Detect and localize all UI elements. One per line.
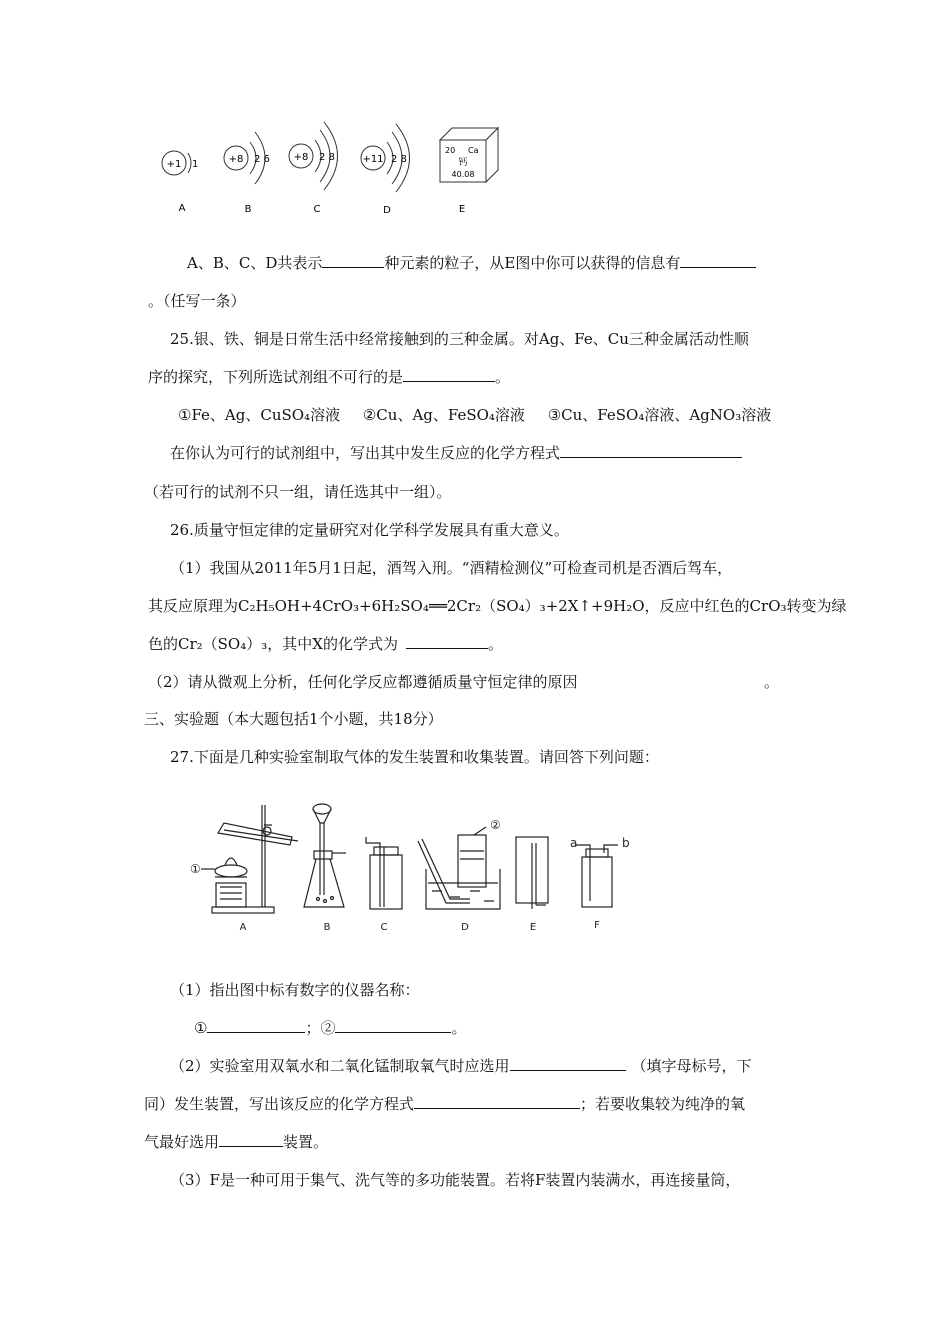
section-3-heading: [144, 709, 443, 729]
q24-blank-count[interactable]: [322, 253, 384, 268]
q27-p1-text: （1）指出图中标有数字的仪器名称：: [170, 981, 420, 999]
q25-option-3: ③Cu、FeSO₄溶液、AgNO₃溶液: [547, 406, 772, 424]
q26-line2: [170, 558, 732, 578]
q27-p2-text-a: （2）实验室用双氧水和二氧化锰制取氧气时应选用: [170, 1057, 510, 1075]
svg-text:b: b: [622, 836, 630, 850]
q26-text-2: （1）我国从2011年5月1日起，酒驾入刑。“酒精检测仪”可检查司机是否酒后驾车，: [170, 559, 733, 577]
q27-p1-marker-1: ①: [194, 1019, 208, 1037]
q25-option-1: ①Fe、Ag、CuSO₄溶液: [178, 406, 341, 424]
q27-blank-collector[interactable]: [219, 1132, 283, 1147]
q27-blank-equation[interactable]: [414, 1094, 580, 1109]
section-3-text: 三、实验题（本大题包括1个小题，共18分）: [144, 710, 443, 728]
q26-text-4: 色的Cr₂（SO₄）₃，其中X的化学式为: [148, 635, 398, 653]
q24-line1: [187, 253, 756, 273]
q26-text-5: （2）请从微观上分析，任何化学反应都遵循质量守恒定律的原因: [148, 673, 578, 691]
svg-text:B: B: [244, 204, 252, 215]
svg-text:a: a: [570, 836, 578, 850]
q27-p2-line2: [144, 1094, 745, 1114]
q25-text-2-end: 。: [495, 368, 511, 386]
q25-text-4: 在你认为可行的试剂组中，写出其中发生反应的化学方程式: [170, 444, 561, 462]
apparatus-a: [190, 805, 298, 933]
apparatus-e: [516, 837, 548, 933]
q25-line5: [144, 482, 452, 502]
q27-p1-end: 。: [451, 1019, 467, 1037]
svg-text:A: A: [239, 922, 247, 933]
q25-line2: [148, 367, 510, 387]
svg-text:①: ①: [190, 862, 201, 876]
q27-p1-answers: [194, 1018, 466, 1038]
q27-p2-line1: [170, 1056, 752, 1076]
svg-text:20: 20: [445, 146, 456, 155]
svg-text:E: E: [458, 204, 466, 215]
svg-text:D: D: [383, 205, 391, 216]
svg-text:1: 1: [192, 159, 199, 170]
q27-p3: [170, 1170, 740, 1190]
q26-line5-end: [764, 672, 779, 692]
atom-diagram-a: [162, 151, 198, 214]
q26-line4: [148, 634, 503, 654]
apparatus-c: [366, 837, 402, 933]
svg-text:C: C: [380, 922, 388, 933]
q26-line1: [170, 520, 569, 540]
q27-blank-instrument-1[interactable]: [207, 1018, 305, 1033]
q24-text-a: A、B、C、D共表示: [187, 254, 323, 272]
q24-blank-info[interactable]: [680, 253, 756, 268]
svg-text:F: F: [594, 920, 600, 931]
lab-apparatus-figure: [0, 795, 950, 955]
q27-p1: [170, 980, 420, 1000]
q26-text-1: 26.质量守恒定律的定量研究对化学科学发展具有重大意义。: [170, 521, 569, 539]
q26-text-4-end: 。: [487, 635, 503, 653]
q27-line1: [170, 747, 659, 767]
q27-text-1: 27.下面是几种实验室制取气体的发生装置和收集装置。请回答下列问题：: [170, 748, 659, 766]
q27-p2-text-e: 气最好选用: [144, 1133, 220, 1151]
q25-blank-invalid[interactable]: [403, 367, 495, 382]
q27-p1-sep: ；②: [305, 1019, 336, 1037]
svg-text:+8: +8: [293, 152, 309, 163]
apparatus-b: [304, 804, 346, 933]
q25-text-5: （若可行的试剂不只一组，请任选其中一组）。: [144, 483, 452, 501]
q27-p3-text: （3）F是一种可用于集气、洗气等的多功能装置。若将F装置内装满水，再连接量筒，: [170, 1171, 741, 1189]
svg-text:D: D: [461, 922, 469, 933]
svg-text:+8: +8: [228, 154, 244, 165]
q25-options: [178, 405, 771, 425]
q27-blank-instrument-2[interactable]: [335, 1018, 451, 1033]
q25-line4: [170, 443, 742, 463]
svg-text:2 6: 2 6: [254, 154, 270, 165]
svg-text:A: A: [178, 203, 186, 214]
atom-diagram-b: [224, 132, 270, 215]
q27-blank-generator[interactable]: [510, 1056, 626, 1071]
svg-text:C: C: [313, 204, 321, 215]
atom-diagram-c: [289, 122, 338, 215]
svg-text:B: B: [323, 922, 331, 933]
apparatus-d: [418, 818, 501, 933]
q24-line2: [148, 291, 246, 311]
atomic-structure-figure: [0, 0, 950, 230]
q24-text-c: 。（任写一条）: [148, 292, 246, 310]
svg-text:+1: +1: [166, 159, 182, 170]
q27-p2-text-c: 同）发生装置，写出该反应的化学方程式: [144, 1095, 415, 1113]
q25-line1: [170, 329, 749, 349]
q26-text-5-end: 。: [764, 673, 780, 691]
element-box-e: [440, 128, 498, 215]
svg-text:2 8: 2 8: [391, 154, 407, 165]
q26-text-3: 其反应原理为C₂H₅OH+4CrO₃+6H₂SO₄══2Cr₂（SO₄）₃+2X↑+9H₂O，反应中红色的CrO₃转变为绿: [148, 597, 847, 615]
svg-text:+11: +11: [362, 154, 384, 165]
svg-text:2 8: 2 8: [319, 152, 335, 163]
q27-p2-text-d: ；若要收集较为纯净的氧: [580, 1095, 746, 1113]
q27-p2-text-b: （填字母标号，下: [631, 1057, 752, 1075]
q26-line5: [148, 672, 578, 692]
atom-diagram-d: [361, 124, 410, 216]
apparatus-f: [570, 836, 630, 931]
q26-line3: [148, 596, 847, 616]
svg-text:钙: 钙: [458, 158, 468, 168]
q25-option-2: ②Cu、Ag、FeSO₄溶液: [362, 406, 525, 424]
q27-p2-text-f: 装置。: [283, 1133, 329, 1151]
q26-blank-formula[interactable]: [406, 634, 488, 649]
q24-text-b: 种元素的粒子，从E图中你可以获得的信息有: [384, 254, 681, 272]
svg-text:②: ②: [490, 818, 501, 832]
q25-text-1: 25.银、铁、铜是日常生活中经常接触到的三种金属。对Ag、Fe、Cu三种金属活动性顺: [170, 330, 749, 348]
svg-text:E: E: [529, 922, 537, 933]
svg-text:40.08: 40.08: [451, 170, 475, 179]
q25-blank-equation[interactable]: [560, 443, 742, 458]
q27-p2-line3: [144, 1132, 328, 1152]
svg-text:Ca: Ca: [468, 146, 479, 155]
q25-text-2: 序的探究，下列所选试剂组不可行的是: [148, 368, 404, 386]
